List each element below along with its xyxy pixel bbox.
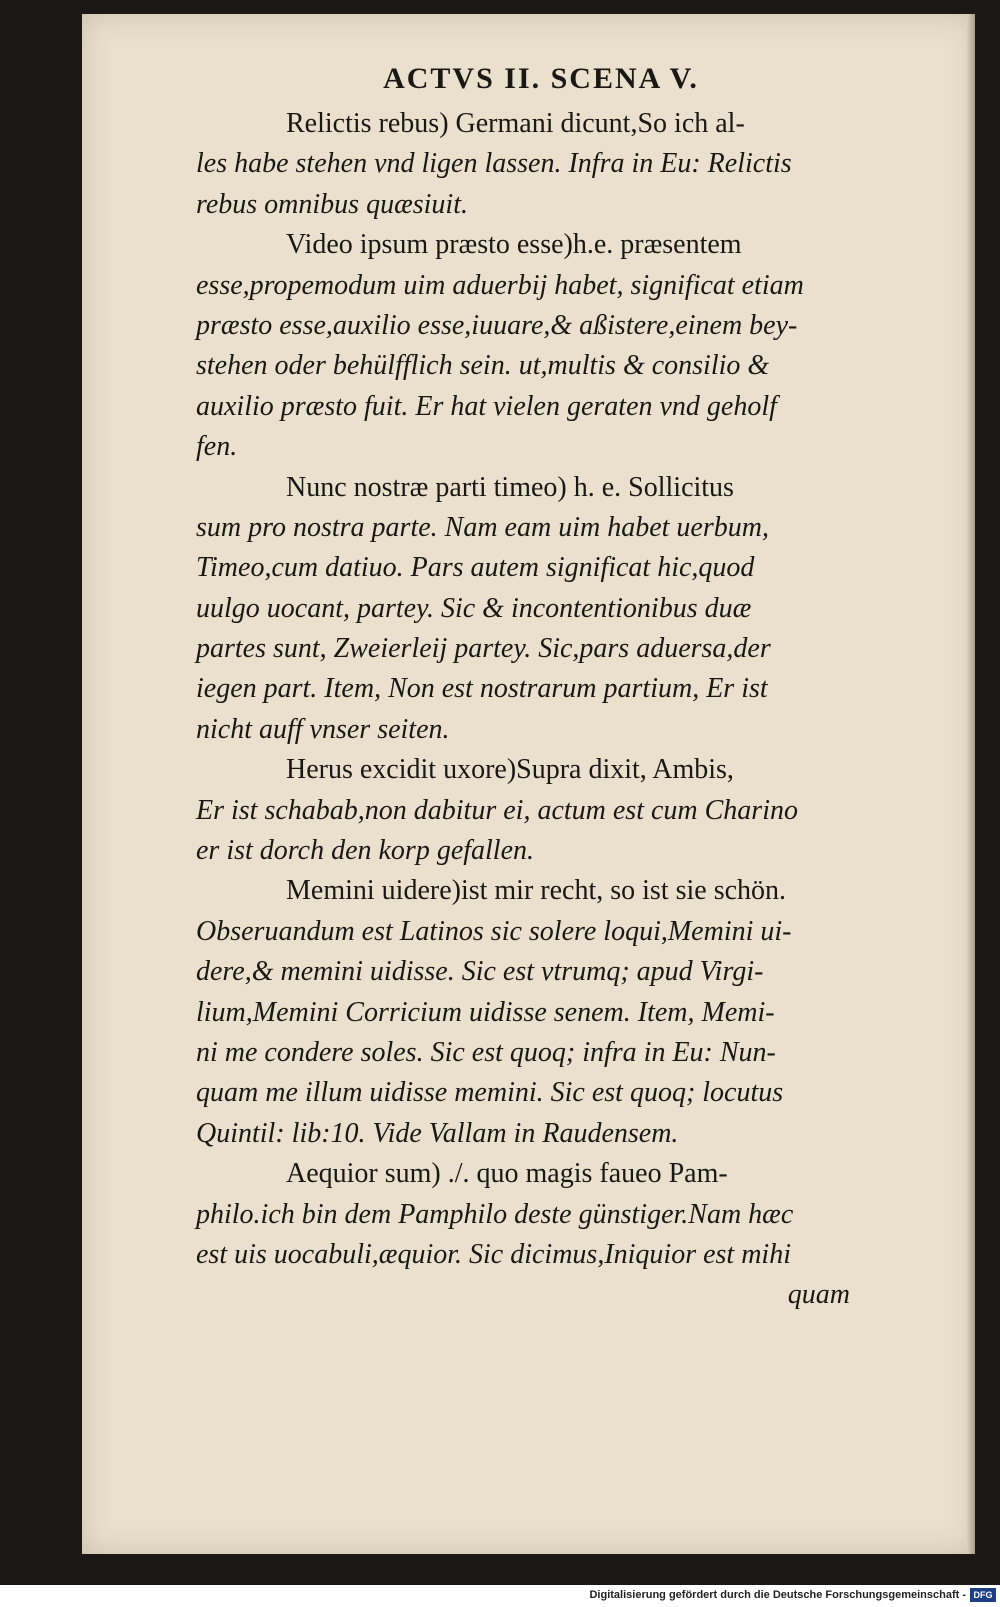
text-line: fen.	[196, 431, 238, 463]
text-line: uulgo uocant, partey. Sic & incontentionibus duæ	[196, 592, 752, 624]
text-line: Obseruandum est Latinos sic solere loqui,Memini ui-	[196, 915, 792, 947]
text-line: præsto esse,auxilio esse,iuuare,& aßistere,einem bey-	[196, 309, 798, 341]
catchword: quam	[787, 1279, 850, 1311]
text-line: Quintil: lib:10. Vide Vallam in Raudensem.	[196, 1117, 679, 1149]
dfg-logo-icon: DFG	[970, 1588, 996, 1602]
text-line: iegen part. Item, Non est nostrarum partium, Er ist	[196, 673, 768, 705]
text-line: ni me condere soles. Sic est quoq; infra in Eu: Nun-	[196, 1036, 776, 1068]
text-line: dere,& memini uidisse. Sic est vtrumq; apud Virgi-	[196, 956, 764, 988]
text-line: Memini uidere)ist mir recht, so ist sie schön.	[286, 875, 787, 907]
text-line: quam me illum uidisse memini. Sic est quoq; locutus	[196, 1077, 784, 1109]
text-line: partes sunt, Zweierleij partey. Sic,pars aduersa,der	[196, 633, 771, 665]
text-line: lium,Memini Corricium uidisse senem. Item, Memi-	[196, 996, 775, 1028]
text-line: les habe stehen vnd ligen lassen. Infra in Eu: Relictis	[196, 148, 792, 180]
running-header: ACTVS II. SCENA V.	[383, 62, 699, 95]
digitization-footer	[0, 1585, 1000, 1607]
text-line: Nunc nostræ parti timeo) h. e. Sollicitus	[286, 471, 734, 503]
text-line: nicht auff vnser seiten.	[196, 713, 450, 745]
text-line: Er ist schabab,non dabitur ei, actum est cum Charino	[196, 794, 798, 826]
page-text	[196, 60, 856, 1315]
text-line: stehen oder behülfflich sein. ut,multis & consilio &	[196, 350, 770, 382]
text-line: est uis uocabuli,æquior. Sic dicimus,Iniquior est mihi	[196, 1238, 791, 1270]
text-line: esse,propemodum uim aduerbij habet, significat etiam	[196, 269, 804, 301]
text-line: er ist dorch den korp gefallen.	[196, 835, 535, 867]
footer-credit: Digitalisierung gefördert durch die Deutsche Forschungsgemeinschaft -	[589, 1589, 966, 1601]
text-line: sum pro nostra parte. Nam eam uim habet uerbum,	[196, 511, 769, 543]
text-line: philo.ich bin dem Pamphilo deste günstiger.Nam hæc	[196, 1198, 794, 1230]
text-line: Aequior sum) ./. quo magis faueo Pam-	[286, 1158, 728, 1190]
text-line: auxilio præsto fuit. Er hat vielen geraten vnd geholf	[196, 390, 777, 422]
body-text	[196, 104, 856, 1275]
text-line: Video ipsum præsto esse)h.e. præsentem	[286, 229, 742, 261]
text-line: Timeo,cum datiuo. Pars autem significat hic,quod	[196, 552, 755, 584]
text-line: rebus omnibus quæsiuit.	[196, 188, 468, 220]
page-edge	[967, 14, 975, 1554]
text-line: Herus excidit uxore)Supra dixit, Ambis,	[286, 754, 734, 786]
text-line: Relictis rebus) Germani dicunt,So ich al-	[286, 108, 745, 139]
